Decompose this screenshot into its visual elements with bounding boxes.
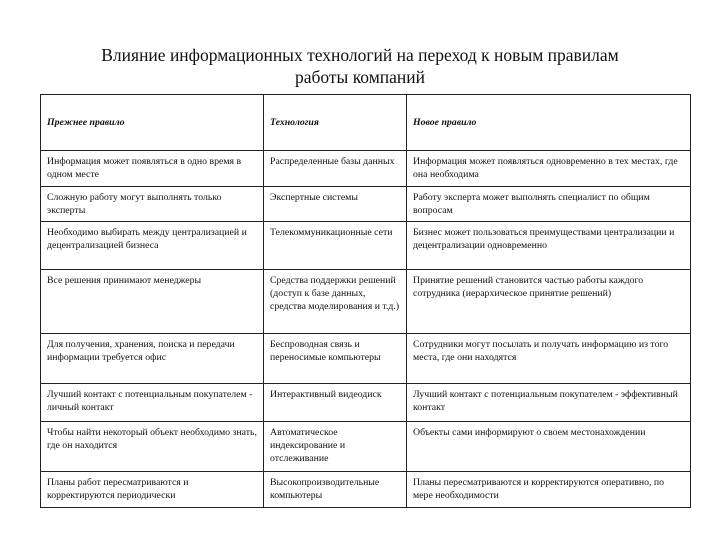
rules-table [40,94,691,508]
cell-old-rule: Все решения принимают менеджеры [41,270,264,334]
cell-technology: Беспроводная связь и переносимые компьютеры [264,334,407,384]
cell-old-rule: Сложную работу могут выполнять только эксперты [41,187,264,222]
cell-technology: Экспертные системы [264,187,407,222]
cell-old-rule: Планы работ пересматриваются и корректируются периодически [41,472,264,508]
header-technology: Технология [264,95,407,151]
cell-new-rule: Работу эксперта может выполнять специалист по общим вопросам [407,187,691,222]
table-row [41,472,691,508]
cell-technology: Распределенные базы данных [264,151,407,187]
page-title [0,44,720,88]
cell-new-rule: Планы пересматриваются и корректируются оперативно, по мере необходимости [407,472,691,508]
cell-old-rule: Чтобы найти некоторый объект необходимо знать, где он находится [41,422,264,472]
table-row [41,187,691,222]
table-row [41,384,691,422]
cell-old-rule: Лучший контакт с потенциальным покупателем - личный контакт [41,384,264,422]
title-line-2: работы компаний [294,67,426,87]
cell-new-rule: Лучший контакт с потенциальным покупателем - эффективный контакт [407,384,691,422]
table-row [41,222,691,270]
header-old-rule: Прежнее правило [41,95,264,151]
cell-technology: Средства поддержки решений (доступ к базе данных, средства моделирования и т.д.) [264,270,407,334]
cell-old-rule: Информация может появляться в одно время в одном месте [41,151,264,187]
cell-technology: Интерактивный видеодиск [264,384,407,422]
table-row [41,422,691,472]
title-line-1: Влияние информационных технологий на переход к новым правилам [101,45,619,65]
cell-new-rule: Принятие решений становится частью работы каждого сотрудника (иерархическое принятие решений) [407,270,691,334]
cell-technology: Телекоммуникационные сети [264,222,407,270]
cell-old-rule: Для получения, хранения, поиска и передачи информации требуется офис [41,334,264,384]
cell-technology: Автоматическое индексирование и отслеживание [264,422,407,472]
cell-new-rule: Бизнес может пользоваться преимуществами централизации и децентрализации одновременно [407,222,691,270]
cell-new-rule: Сотрудники могут посылать и получать информацию из того места, где они находятся [407,334,691,384]
table-header-row [41,95,691,151]
cell-new-rule: Объекты сами информируют о своем местонахождении [407,422,691,472]
table-row [41,334,691,384]
cell-technology: Высокопроизводительные компьютеры [264,472,407,508]
cell-new-rule: Информация может появляться одновременно в тех местах, где она необходима [407,151,691,187]
table-row [41,270,691,334]
cell-old-rule: Необходимо выбирать между централизацией и децентрализацией бизнеса [41,222,264,270]
header-new-rule: Новое правило [407,95,691,151]
table-row [41,151,691,187]
